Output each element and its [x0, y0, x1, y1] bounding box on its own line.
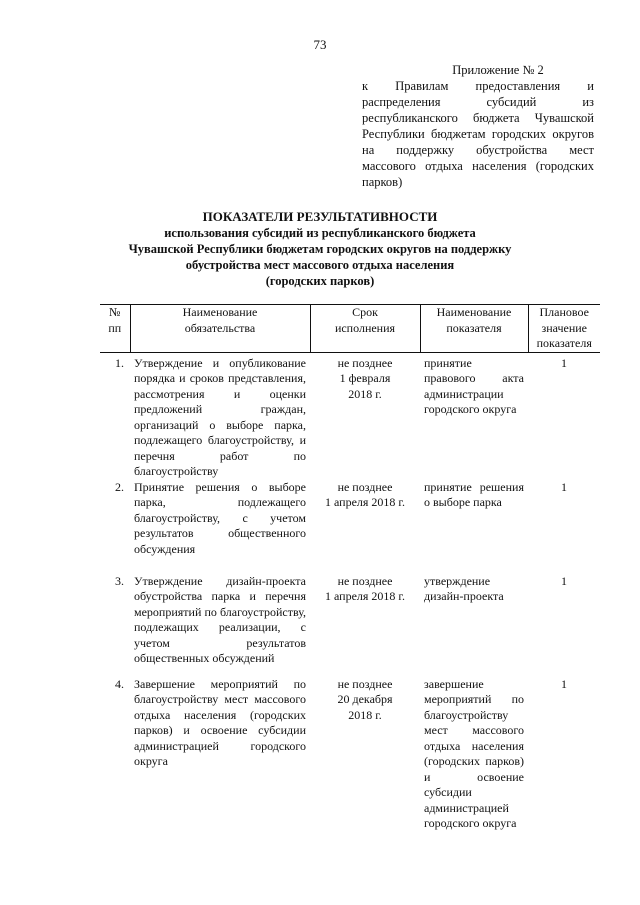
table-header-row: [100, 305, 600, 353]
row-num: 4.: [115, 676, 124, 691]
title-line-3: обустройства мест массового отдыха населения: [185, 258, 455, 272]
row-term-line-2: 1 апреля 2018 г.: [325, 589, 405, 603]
appendix-text: к Правилам предоставления и распределения субсидий из республиканского бюджета Чувашской Республики бюджетам городских округов на поддержку обустройства мест массового отдыха населения (городских парков): [362, 79, 594, 189]
header-value-line-1: Плановое: [539, 305, 589, 319]
row-indicator: принятие решения о выборе парка: [424, 479, 524, 509]
row-term-line-3: 2018 г.: [348, 386, 382, 401]
row-obligation: Завершение мероприятий по благоустройству мест массового отдыха населения (городских парков) и освоение субсидии администрацией городского округа: [134, 676, 306, 768]
header-indicator: [420, 305, 528, 353]
indicators-table: [100, 304, 600, 832]
row-term-line-1: не позднее: [337, 676, 393, 691]
row-value: 1: [561, 355, 567, 370]
row-obligation: Принятие решения о выборе парка, подлежащего благоустройству, с учетом результатов общественного обсуждения: [134, 479, 306, 556]
row-num: 1.: [115, 355, 124, 370]
row-term: [310, 574, 420, 677]
title-main: ПОКАЗАТЕЛИ РЕЗУЛЬТАТИВНОСТИ: [202, 209, 438, 224]
row-num: 2.: [115, 479, 124, 494]
row-obligation: Утверждение и опубликование порядка и сроков представления, рассмотрения и оценки предложений граждан, организаций о выборе парка, подлежащего благоустройству, и перечня работ по благоустройству: [134, 355, 306, 478]
row-indicator: завершение мероприятий по благоустройству мест массового отдыха населения (городских парков) и освоение субсидии администрацией городского округа: [424, 676, 524, 830]
row-indicator: утверждение дизайн-проекта: [424, 573, 504, 603]
document-title: [0, 209, 640, 289]
row-value: 1: [561, 573, 567, 588]
appendix-block: [362, 62, 594, 190]
header-name-line-2: обязательства: [184, 320, 256, 335]
header-value-line-2: значение: [541, 320, 588, 335]
row-term-line-1: не позднее: [337, 479, 393, 494]
row-num: 3.: [115, 573, 124, 588]
row-term-line-2: 20 декабря: [337, 692, 393, 706]
header-value-line-3: показателя: [536, 336, 592, 350]
header-num-line-1: №: [109, 305, 121, 319]
header-name-line-1: Наименование: [182, 305, 258, 319]
row-term-line-2: 1 февраля: [339, 371, 391, 385]
row-indicator: принятие правового акта администрации городского округа: [424, 355, 524, 416]
title-line-4: (городских парков): [265, 274, 375, 288]
header-term-line-2: исполнения: [334, 320, 396, 335]
row-term-line-1: не позднее: [337, 573, 393, 588]
header-term: [310, 305, 420, 353]
row-term: [310, 352, 420, 480]
header-num: [100, 305, 130, 353]
table-row: [100, 480, 600, 574]
row-term: [310, 677, 420, 832]
row-term-line-1: не позднее: [337, 355, 393, 370]
header-num-line-2: пп: [108, 320, 122, 335]
page-number: 73: [313, 37, 327, 52]
table-row: [100, 677, 600, 832]
header-value: [528, 305, 600, 353]
table-row: [100, 352, 600, 480]
appendix-title: Приложение № 2: [452, 63, 544, 77]
header-indicator-line-1: Наименование: [436, 305, 512, 319]
title-line-1: использования субсидий из республиканского бюджета: [164, 226, 476, 240]
header-term-line-1: Срок: [352, 305, 378, 319]
header-name: [130, 305, 310, 353]
table-row: [100, 574, 600, 677]
row-value: 1: [561, 676, 567, 691]
row-term: [310, 480, 420, 574]
row-term-line-2: 1 апреля 2018 г.: [325, 495, 405, 509]
title-line-2: Чувашской Республики бюджетам городских округов на поддержку: [128, 242, 512, 256]
row-obligation: Утверждение дизайн-проекта обустройства парка и перечня мероприятий по благоустройству, подлежащих реализации, с учетом результатов общественных обсуждений: [134, 573, 306, 665]
header-indicator-line-2: показателя: [446, 320, 502, 335]
row-value: 1: [561, 479, 567, 494]
row-term-line-3: 2018 г.: [348, 707, 382, 722]
